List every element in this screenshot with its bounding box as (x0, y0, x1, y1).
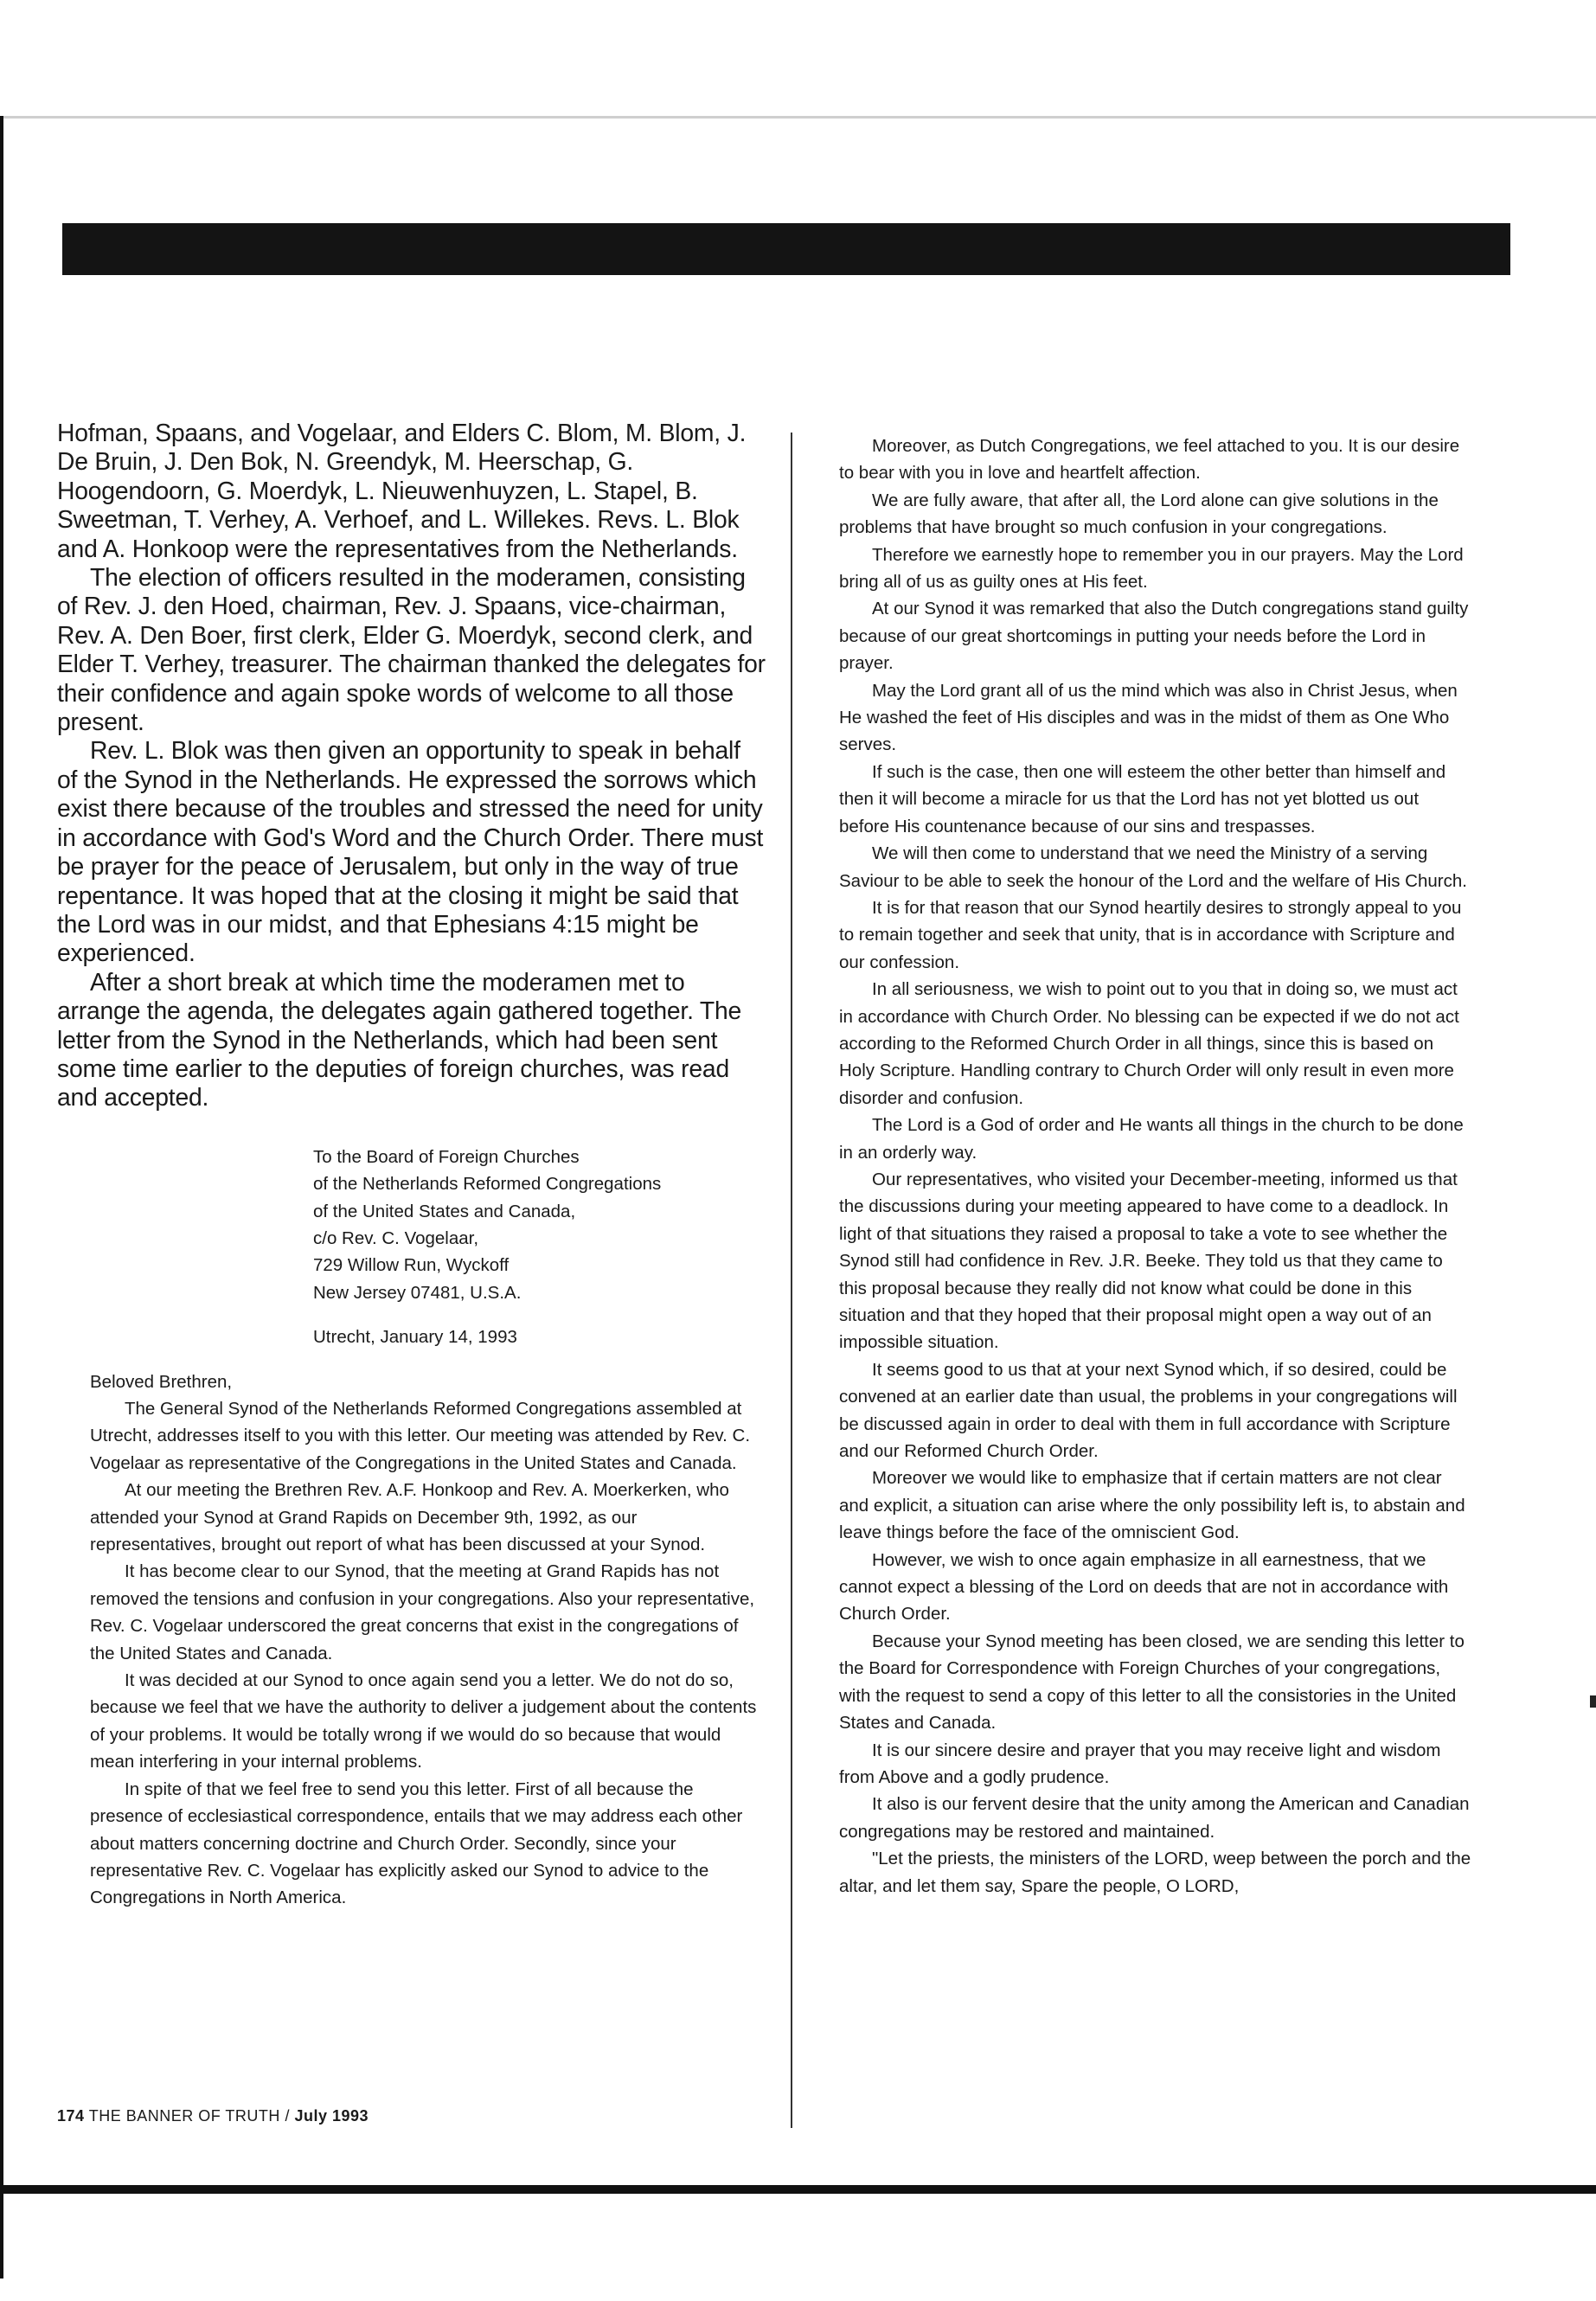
column-divider (791, 433, 792, 2128)
margin-mark (1590, 1695, 1596, 1708)
left-column (57, 419, 766, 1912)
letter-paragraph: The General Synod of the Netherlands Reformed Congregations assembled at Utrecht, addresses itself to you with this letter. Our meeting was attended by Rev. C. Vogelaar as representative of the Congregations in the United States and Canada. (90, 1399, 751, 1473)
header-bar (62, 223, 1510, 275)
letter-paragraph: In all seriousness, we wish to point out to you that in doing so, we must act in accordance with Church Order. No blessing can be expected if we do not act according to the Reformed Church Order in all things, since this is based on Holy Scripture. Handling contrary to Church Order will only result in even more disorder and confusion. (839, 979, 1459, 1108)
letter-paragraph: Our representatives, who visited your December-meeting, informed us that the discussions during your meeting appeared to have come to a deadlock. In light of that situations they raised a proposal to take a vote to see whether the Synod still had confidence in Rev. J.R. Beeke. They told us that they came to this proposal because they really did not know what could be done in this situation and that they hoped that their proposal might open a way out of an impossible situation. (839, 1169, 1458, 1353)
letter-paragraph: However, we wish to once again emphasize in all earnestness, that we cannot expect a blessing of the Lord on deeds that are not in accordance with Church Order. (839, 1549, 1449, 1625)
address-line: of the Netherlands Reformed Congregations (313, 1174, 662, 1195)
letter-paragraph: If such is the case, then one will esteem the other better than himself and then it will become a miracle for us that the Lord has not yet blotted us out before His countenance because of our sins and trespasses. (839, 761, 1446, 836)
letter-date: Utrecht, January 14, 1993 (313, 1327, 517, 1348)
letter-paragraph: "Let the priests, the ministers of the LORD, weep between the porch and the altar, and let them say, Spare the people, O LORD, (839, 1849, 1471, 1896)
left-page-edge (0, 116, 3, 2279)
letter-paragraph: It was decided at our Synod to once again send you a letter. We do not do so, because we feel that we have the authority to deliver a judgement about the contents of your problems. It would be totally wrong if we would do so because that would mean interfering in your internal problems. (90, 1670, 757, 1772)
letter-paragraph: We are fully aware, that after all, the Lord alone can give solutions in the problems that have brought so much confusion in your congregations. (839, 490, 1439, 538)
address-line: New Jersey 07481, U.S.A. (313, 1282, 522, 1303)
page-number: 174 (57, 2107, 85, 2125)
letter-paragraph: At our Synod it was remarked that also the Dutch congregations stand guilty because of our great shortcomings in putting your needs before the Lord in prayer. (839, 599, 1469, 674)
letter-paragraph: May the Lord grant all of us the mind which was also in Christ Jesus, when He washed the feet of His disciples and was in the midst of them as One Who serves. (839, 680, 1458, 755)
top-rule (0, 116, 1596, 119)
address-line: c/o Rev. C. Vogelaar, (313, 1227, 479, 1248)
letter-paragraph: It has become clear to our Synod, that the meeting at Grand Rapids has not removed the tensions and confusion in your congregations. Also your representative, Rev. C. Vogelaar underscored the great concerns that exist in the congregations of the United States and Canada. (90, 1561, 755, 1663)
letter-paragraph: Moreover we would like to emphasize that if certain matters are not clear and explicit, a situation can arise where the only possibility left is, to abstain and leave things before the face of the omniscient God. (839, 1468, 1465, 1543)
intro-paragraph: After a short break at which time the moderamen met to arrange the agenda, the delegates again gathered together. The letter from the Synod in the Netherlands, which had been sent some time earlier to the deputies of foreign churches, was read and accepted. (57, 967, 742, 1112)
intro-paragraph: Hofman, Spaans, and Vogelaar, and Elders C. Blom, M. Blom, J. De Bruin, J. Den Bok, N. Greendyk, M. Heerschap, G. Hoogendoorn, G. Moerdyk, L. Nieuwenhuyzen, L. Stapel, B. Sweetman, T. Verhey, A. Verhoef, and L. Willekes. Revs. L. Blok and A. Honkoop were the representatives from the Netherlands. (57, 419, 747, 562)
address-line: To the Board of Foreign Churches (313, 1146, 580, 1167)
letter-salutation: Beloved Brethren, (90, 1371, 233, 1392)
letter-paragraph: Moreover, as Dutch Congregations, we feel attached to you. It is our desire to bear with you in love and heartfelt affection. (839, 436, 1460, 484)
letter-paragraph: It is our sincere desire and prayer that you may receive light and wisdom from Above and a godly prudence. (839, 1740, 1441, 1787)
address-line: 729 Willow Run, Wyckoff (313, 1255, 510, 1276)
letter-paragraph: In spite of that we feel free to send you this letter. First of all because the presence of ecclesiastical correspondence, entails that we may address each other about matters concerning doctrine and Church Order. Secondly, since your representative Rev. C. Vogelaar has explicitly asked our Synod to advice to the Congregations in North America. (90, 1779, 743, 1908)
right-column (839, 433, 1472, 1900)
letter-paragraph: Because your Synod meeting has been closed, we are sending this letter to the Board for Correspondence with Foreign Churches of your congregations, with the request to send a copy of this letter to all the consistories in the United States and Canada. (839, 1631, 1465, 1734)
letter-paragraph: It seems good to us that at your next Synod which, if so desired, could be convened at an earlier date than usual, the problems in your congregations will be discussed again in order to deal with them in full accordance with Scripture and our Reformed Church Order. (839, 1359, 1458, 1462)
footer-separator: / (285, 2107, 290, 2125)
letter-paragraph: The Lord is a God of order and He wants all things in the church to be done in an orderly way. (839, 1115, 1464, 1163)
letter-paragraph: At our meeting the Brethren Rev. A.F. Honkoop and Rev. A. Moerkerken, who attended your Synod at Grand Rapids on December 9th, 1992, as our representatives, brought out report of what has been discussed at your Synod. (90, 1480, 729, 1555)
letter-paragraph: Therefore we earnestly hope to remember you in our prayers. May the Lord bring all of us as guilty ones at His feet. (839, 544, 1464, 593)
letter-paragraph: It is for that reason that our Synod heartily desires to strongly appeal to you to remain together and seek that unity, that is in accordance with Scripture and our confession. (839, 897, 1462, 972)
intro-paragraph: The election of officers resulted in the moderamen, consisting of Rev. J. den Hoed, chairman, Rev. J. Spaans, vice-chairman, Rev. A. Den Boer, first clerk, Elder G. Moerdyk, second clerk, and Elder T. Verhey, treasurer. The chairman thanked the delegates for their confidence and again spoke words of welcome to all those present. (57, 563, 766, 736)
letter-body-left (90, 1395, 765, 1912)
intro-text (57, 419, 766, 1112)
bottom-rule (0, 2185, 1596, 2194)
publication-name: THE BANNER OF TRUTH (88, 2107, 280, 2125)
letter-address (313, 1144, 766, 1306)
issue-date: July 1993 (294, 2107, 369, 2125)
page-footer (57, 2107, 369, 2125)
letter-paragraph: We will then come to understand that we need the Ministry of a serving Saviour to be able to seek the honour of the Lord and the welfare of His Church. (839, 843, 1467, 891)
intro-paragraph: Rev. L. Blok was then given an opportunity to speak in behalf of the Synod in the Netherlands. He expressed the sorrows which exist there because of the troubles and stressed the need for unity in accordance with God's Word and the Church Order. There must be prayer for the peace of Jerusalem, but only in the way of true repentance. It was hoped that at the closing it might be said that the Lord was in our midst, and that Ephesians 4:15 might be experienced. (57, 736, 764, 967)
address-line: of the United States and Canada, (313, 1201, 576, 1221)
letter-paragraph: It also is our fervent desire that the unity among the American and Canadian congregations may be restored and maintained. (839, 1794, 1470, 1842)
